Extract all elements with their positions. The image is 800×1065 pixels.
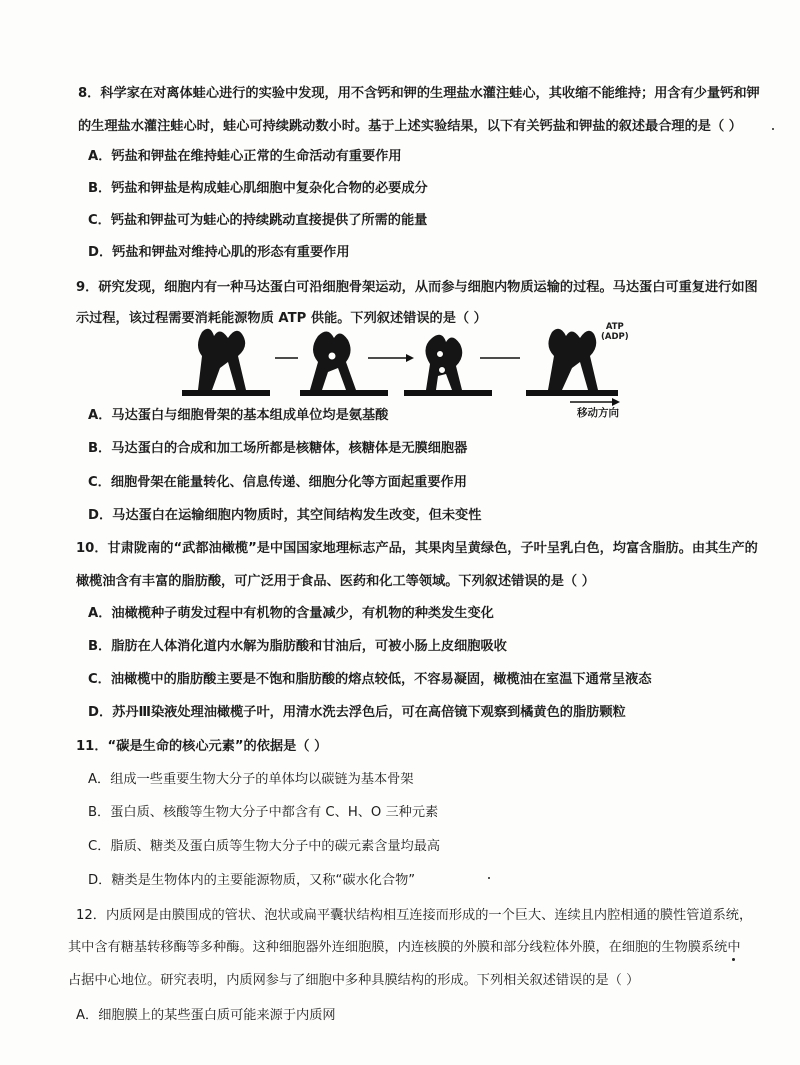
- q9-option-a: A．马达蛋白与细胞骨架的基本组成单位均是氨基酸: [88, 408, 389, 423]
- q10-stem-line1: 10．甘肃陇南的“武都油橄榄”是中国国家地理标志产品，其果肉呈黄绿色，子叶呈乳白色，均富含脂肪。由其生产的: [76, 541, 758, 556]
- q12-option-a: A．细胞膜上的某些蛋白质可能来源于内质网: [76, 1008, 336, 1023]
- motor-protein-1-icon: [198, 329, 246, 390]
- motor-protein-4-icon: [548, 329, 598, 390]
- motor-protein-3-icon: [425, 335, 462, 390]
- q12-stem-line1: 12．内质网是由膜围成的管状、泡状或扁平囊状结构相互连接而形成的一个巨大、连续且内腔相通的膜性管道系统，: [76, 908, 753, 923]
- q12-stem-line2: 其中含有糖基转移酶等多种酶。这种细胞器外连细胞膜，内连核膜的外膜和部分线粒体外膜，在细胞的生物膜系统中: [68, 940, 741, 955]
- q11-option-c: C．脂质、糖类及蛋白质等生物大分子中的碳元素含量均最高: [88, 839, 441, 854]
- scan-speck: [488, 877, 490, 879]
- q8-option-b: B．钙盐和钾盐是构成蛙心肌细胞中复杂化合物的必要成分: [88, 181, 428, 196]
- step-arrowhead-2: [406, 354, 414, 362]
- q8-stem-line2: 的生理盐水灌注蛙心时，蛙心可持续跳动数小时。基于上述实验结果，以下有关钙盐和钾盐的叙述最合理的是（ ）: [78, 119, 742, 134]
- direction-label: 移动方向: [577, 407, 619, 419]
- motor-protein-2-icon: [310, 331, 356, 390]
- phosphate-icon: [439, 367, 446, 374]
- cytoskeleton-track-1: [182, 390, 270, 396]
- q9-option-d: D．马达蛋白在运输细胞内物质时，其空间结构发生改变，但未变性: [88, 508, 482, 523]
- q9-stem-line1: 9．研究发现，细胞内有一种马达蛋白可沿细胞骨架运动，从而参与细胞内物质运输的过程。马达蛋白可重复进行如图: [76, 280, 758, 295]
- q12-stem-line3: 占据中心地位。研究表明，内质网参与了细胞中多种具膜结构的形成。下列相关叙述错误的是（ ）: [68, 973, 640, 988]
- q8-stem-line1: 8．科学家在对离体蛙心进行的实验中发现，用不含钙和钾的生理盐水灌注蛙心，其收缩不能维持；用含有少量钙和钾: [78, 86, 760, 101]
- atp-label: ATP: [605, 322, 624, 332]
- q10-option-a: A．油橄榄种子萌发过程中有机物的含量减少，有机物的种类发生变化: [88, 606, 494, 621]
- q9-stem-line2: 示过程，该过程需要消耗能源物质 ATP 供能。下列叙述错误的是（ ）: [76, 311, 487, 326]
- adp-molecule-icon: [437, 351, 444, 358]
- scan-speck: [772, 128, 774, 130]
- q8-option-c: C．钙盐和钾盐可为蛙心的持续跳动直接提供了所需的能量: [88, 213, 428, 228]
- q9-option-c: C．细胞骨架在能量转化、信息传递、细胞分化等方面起重要作用: [88, 475, 467, 490]
- q11-option-a: A．组成一些重要生物大分子的单体均以碳链为基本骨架: [88, 772, 414, 787]
- q10-option-b: B．脂肪在人体消化道内水解为脂肪酸和甘油后，可被小肠上皮细胞吸收: [88, 639, 507, 654]
- q11-stem: 11．“碳是生命的核心元素”的依据是（ ）: [76, 739, 328, 754]
- cytoskeleton-track-4: [526, 390, 618, 396]
- scan-speck: [732, 958, 735, 961]
- q11-option-d: D．糖类是生物体内的主要能源物质，又称“碳水化合物”: [88, 873, 416, 888]
- q8-option-d: D．钙盐和钾盐对维持心肌的形态有重要作用: [88, 245, 350, 260]
- adp-label: (ADP): [601, 332, 629, 342]
- cytoskeleton-track-2: [300, 390, 388, 396]
- atp-adp-label: [601, 322, 629, 342]
- atp-molecule-icon: [328, 352, 336, 360]
- q9-option-b: B．马达蛋白的合成和加工场所都是核糖体，核糖体是无膜细胞器: [88, 441, 468, 456]
- q10-option-d: D．苏丹Ⅲ染液处理油橄榄子叶，用清水洗去浮色后，可在高倍镜下观察到橘黄色的脂肪颗粒: [88, 705, 626, 720]
- q10-stem-line2: 橄榄油含有丰富的脂肪酸，可广泛用于食品、医药和化工等领域。下列叙述错误的是（ ）: [76, 574, 595, 589]
- cytoskeleton-track-3: [404, 390, 492, 396]
- q8-option-a: A．钙盐和钾盐在维持蛙心正常的生命活动有重要作用: [88, 149, 402, 164]
- q11-option-b: B．蛋白质、核酸等生物大分子中都含有 C、H、O 三种元素: [88, 805, 439, 820]
- q10-option-c: C．油橄榄中的脂肪酸主要是不饱和脂肪酸的熔点较低，不容易凝固，橄榄油在室温下通常呈液态: [88, 672, 652, 687]
